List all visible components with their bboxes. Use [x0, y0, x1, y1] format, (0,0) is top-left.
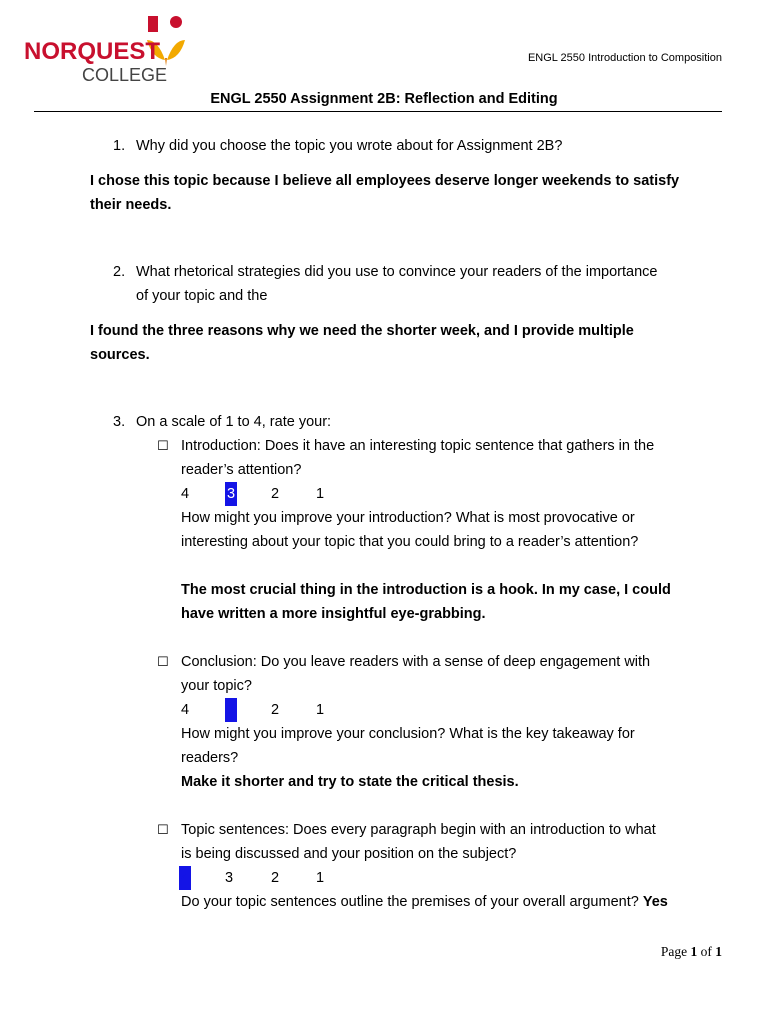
rating-option-4[interactable]: 4: [181, 486, 190, 502]
question-2-text-line-2: of your topic and the: [136, 288, 268, 304]
topic-sentences-prompt-line-2: is being discussed and your position on the subject?: [181, 846, 517, 862]
introduction-followup-line-2: interesting about your topic that you could bring to a reader’s attention?: [181, 534, 639, 550]
introduction-answer-line-2: have written a more insightful eye-grabbing.: [181, 606, 486, 622]
question-1-text: Why did you choose the topic you wrote about for Assignment 2B?: [136, 138, 563, 154]
question-number-2: 2.: [113, 264, 126, 280]
rating-option-1[interactable]: 1: [316, 702, 325, 718]
total-pages: 1: [715, 944, 722, 959]
topic-sentences-followup-text: Do your topic sentences outline the premises of your overall argument?: [181, 894, 639, 910]
rating-option-1[interactable]: 1: [316, 870, 325, 886]
topic-sentences-answer: Yes: [642, 894, 668, 910]
conclusion-prompt-line-1: Conclusion: Do you leave readers with a sense of deep engagement with: [181, 654, 651, 670]
rating-option-3-selected[interactable]: 3: [225, 482, 237, 506]
question-number-3: 3.: [113, 414, 126, 430]
of-label: of: [700, 944, 712, 959]
conclusion-prompt-line-2: your topic?: [181, 678, 252, 694]
answer-2-line-2: sources.: [90, 347, 150, 363]
page-number: [661, 944, 722, 960]
answer-1-line-1: I chose this topic because I believe all employees deserve longer weekends to satisfy: [90, 173, 680, 189]
rating-option-1[interactable]: 1: [316, 486, 325, 502]
rating-option-3[interactable]: 3: [225, 870, 234, 886]
rating-option-4[interactable]: 4: [181, 702, 190, 718]
question-2-text-line-1: What rhetorical strategies did you use to convince your readers of the importance: [136, 264, 658, 280]
topic-sentences-prompt-line-1: Topic sentences: Does every paragraph begin with an introduction to what: [181, 822, 656, 838]
rating-option-2[interactable]: 2: [271, 870, 280, 886]
norquest-college-logo: [24, 14, 194, 86]
logo-text-norquest: NORQUEST: [24, 38, 161, 65]
rating-option-3-selected[interactable]: 3: [225, 698, 237, 722]
topic-sentences-followup: [181, 890, 668, 914]
introduction-followup-line-1: How might you improve your introduction? What is most provocative or: [181, 510, 635, 526]
introduction-checkbox[interactable]: ☐: [157, 438, 169, 453]
page-label: Page: [660, 944, 688, 959]
topic-sentences-checkbox[interactable]: ☐: [157, 822, 169, 837]
topic-sentences-rating-scale: [181, 866, 341, 890]
current-page: 1: [690, 944, 698, 959]
introduction-rating-scale: [181, 482, 341, 506]
question-number-1: 1.: [113, 138, 126, 154]
conclusion-rating-scale: [181, 698, 341, 722]
norquest-logo-icon: [24, 14, 194, 86]
question-3-text: On a scale of 1 to 4, rate your:: [136, 414, 332, 430]
logo-text-college: COLLEGE: [82, 65, 168, 85]
conclusion-followup-line-2: readers?: [181, 750, 239, 766]
conclusion-answer: Make it shorter and try to state the critical thesis.: [181, 774, 519, 790]
introduction-prompt-line-2: reader’s attention?: [181, 462, 302, 478]
document-title: ENGL 2550 Assignment 2B: Reflection and Editing: [210, 91, 558, 107]
rating-option-4-selected[interactable]: 4: [179, 866, 191, 890]
conclusion-checkbox[interactable]: ☐: [157, 654, 169, 669]
answer-1-line-2: their needs.: [90, 197, 172, 213]
rating-option-2[interactable]: 2: [271, 702, 280, 718]
title-divider: [34, 111, 722, 112]
course-header: ENGL 2550 Introduction to Composition: [527, 52, 722, 64]
introduction-answer-line-1: The most crucial thing in the introduction is a hook. In my case, I could: [181, 582, 671, 598]
conclusion-followup-line-1: How might you improve your conclusion? What is the key takeaway for: [181, 726, 635, 742]
introduction-prompt-line-1: Introduction: Does it have an interesting topic sentence that gathers in the: [181, 438, 655, 454]
rating-option-2[interactable]: 2: [271, 486, 280, 502]
answer-2-line-1: I found the three reasons why we need the shorter week, and I provide multiple: [90, 323, 634, 339]
